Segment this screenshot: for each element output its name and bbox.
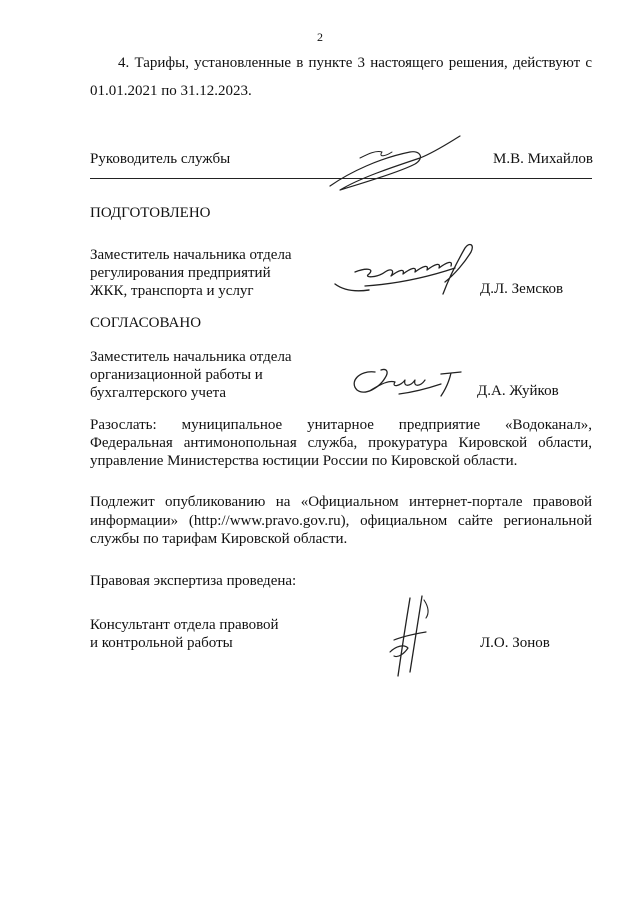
legal-review-signature	[380, 592, 440, 682]
prepared-signature	[325, 238, 485, 302]
head-name: М.В. Михайлов	[493, 151, 594, 167]
distribution-line-2: Федеральная антимонопольная служба, прокуратура Кировской области,	[90, 435, 592, 451]
distribution-line-1: Разослать: муниципальное унитарное предприятие «Водоканал»,	[90, 417, 592, 433]
approved-position-line-1: Заместитель начальника отдела	[90, 349, 292, 365]
page-number: 2	[317, 30, 323, 44]
prepared-heading: ПОДГОТОВЛЕНО	[90, 205, 211, 221]
approved-position-line-2: организационной работы и	[90, 367, 263, 383]
approved-position-line-3: бухгалтерского учета	[90, 385, 227, 401]
publication-line-1: Подлежит опубликованию на «Официальном интернет-портале правовой	[90, 494, 592, 510]
prepared-position-line-1: Заместитель начальника отдела	[90, 247, 292, 263]
clause-4-line-1: 4. Тарифы, установленные в пункте 3 настоящего решения, действуют с	[118, 55, 592, 71]
approved-heading: СОГЛАСОВАНО	[90, 315, 202, 331]
clause-4-line-2: 01.01.2021 по 31.12.2023.	[90, 83, 252, 99]
distribution-line-3: управление Министерства юстиции России по Кировской области.	[90, 453, 518, 469]
signature-divider	[90, 178, 592, 179]
legal-review-text: Правовая экспертиза проведена:	[90, 573, 297, 589]
publication-line-2: информации» (http://www.pravo.gov.ru), официальном сайте региональной	[90, 513, 592, 529]
legal-review-name: Л.О. Зонов	[480, 635, 550, 651]
prepared-name: Д.Л. Земсков	[480, 281, 564, 297]
head-signature	[320, 128, 470, 198]
head-position: Руководитель службы	[90, 151, 231, 167]
publication-line-3: службы по тарифам Кировской области.	[90, 531, 348, 547]
prepared-position-line-2: регулирования предприятий	[90, 265, 271, 281]
legal-review-position-line-1: Консультант отдела правовой	[90, 617, 279, 633]
approved-name: Д.А. Жуйков	[477, 383, 559, 399]
prepared-position-line-3: ЖКК, транспорта и услуг	[90, 283, 254, 299]
legal-review-position-line-2: и контрольной работы	[90, 635, 233, 651]
approved-signature	[345, 362, 470, 402]
